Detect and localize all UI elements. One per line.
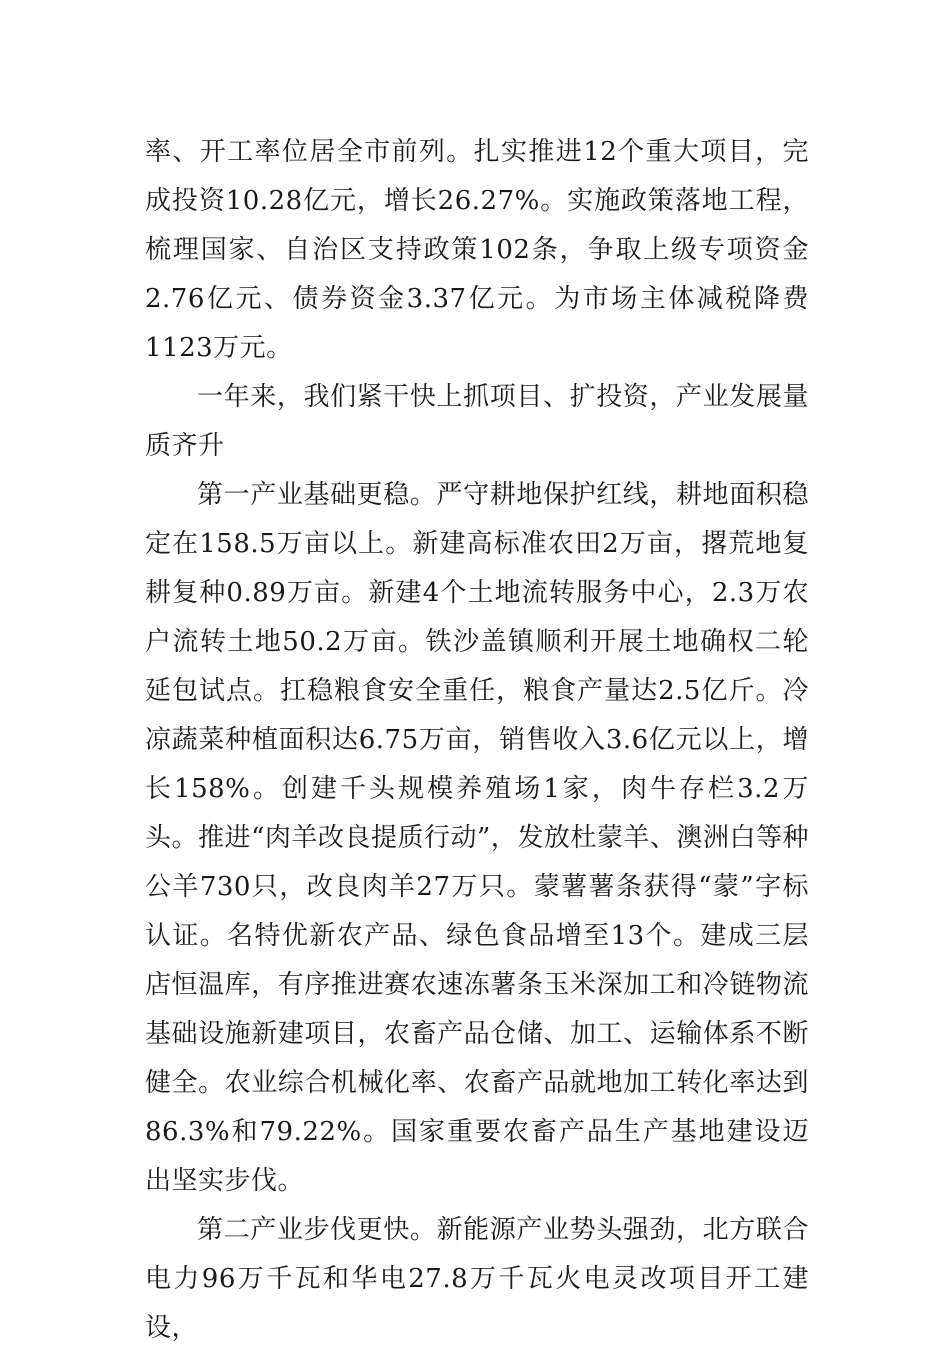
- section-heading-projects: 一年来，我们紧干快上抓项目、扩投资，产业发展量质齐升: [145, 382, 809, 461]
- paragraph-continued: 率、开工率位居全市前列。扎实推进12个重大项目，完成投资10.28亿元，增长26.27%。实施政策落地工程，梳理国家、自治区支持政策102条，争取上级专项资金2.76亿元、债券资金3.37亿元。为市场主体减税降费1123万元。: [145, 137, 809, 363]
- paragraph-secondary-industry: 第二产业步伐更快。新能源产业势头强劲，北方联合电力96万千瓦和华电27.8万千瓦火电灵改项目开工建设，: [145, 1215, 809, 1343]
- document-body: [145, 128, 809, 1353]
- paragraph-primary-industry: 第一产业基础更稳。严守耕地保护红线，耕地面积稳定在158.5万亩以上。新建高标准农田2万亩，撂荒地复耕复种0.89万亩。新建4个土地流转服务中心，2.3万农户流转土地50.2万亩。铁沙盖镇顺利开展土地确权二轮延包试点。扛稳粮食安全重任，粮食产量达2.5亿斤。冷凉蔬菜种植面积达6.75万亩，销售收入3.6亿元以上，增长158%。创建千头规模养殖场1家，肉牛存栏3.2万头。推进“肉羊改良提质行动”，发放杜蒙羊、澳洲白等种公羊730只，改良肉羊27万只。蒙薯薯条获得“蒙”字标认证。名特优新农产品、绿色食品增至13个。建成三层店恒温库，有序推进赛农速冻薯条玉米深加工和冷链物流基础设施新建项目，农畜产品仓储、加工、运输体系不断健全。农业综合机械化率、农畜产品就地加工转化率达到86.3%和79.22%。国家重要农畜产品生产基地建设迈出坚实步伐。: [145, 480, 809, 1196]
